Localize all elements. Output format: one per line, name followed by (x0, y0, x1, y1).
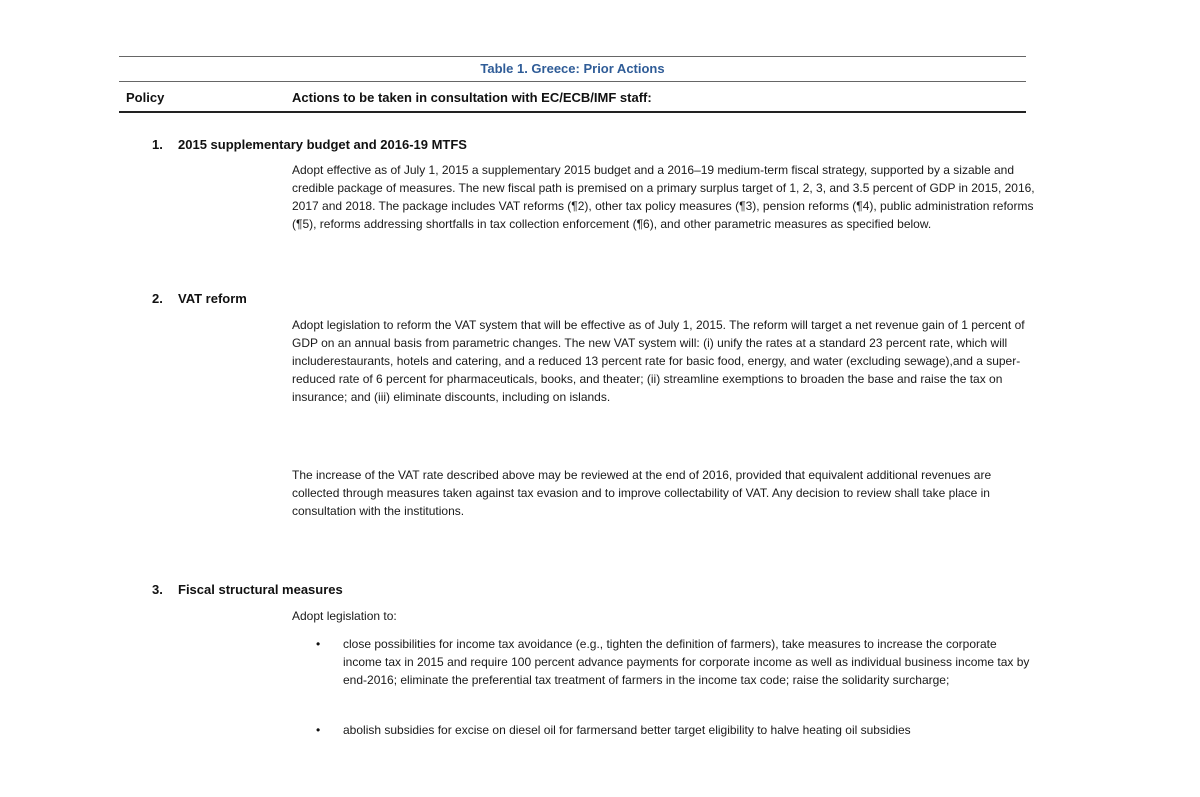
section-2-number: 2. (152, 291, 163, 306)
table-title: Table 1. Greece: Prior Actions (480, 61, 665, 76)
section-1-number: 1. (152, 137, 163, 152)
table-top-rule (119, 56, 1026, 57)
section-2-paragraph-2: The increase of the VAT rate described above may be reviewed at the end of 2016, provided that equivalent additional revenues are collected through measures taken against tax evasion and to improve collectability of VAT. Any decision to review shall take place in consultation with the institutions. (292, 468, 992, 518)
column-header-policy: Policy (126, 90, 165, 105)
section-1-paragraph: Adopt effective as of July 1, 2015 a supplementary 2015 budget and a 2016–19 medium-term fiscal strategy, supported by a sizable and credible package of measures. The new fiscal path is premised on a primary surplus target of 1, 2, 3, and 3.5 percent of GDP in 2015, 2016, 2017 and 2018. The package includes VAT reforms (¶2), other tax policy measures (¶3), pension reforms (¶4), public administration reforms (¶5), reforms addressing shortfalls in tax collection enforcement (¶6), and other parametric measures as specified below. (292, 163, 1035, 231)
column-header-actions: Actions to be taken in consultation with EC/ECB/IMF staff: (292, 90, 652, 105)
bullet-marker: • (316, 723, 321, 737)
section-3-bullet-2: abolish subsidies for excise on diesel oil for farmersand better target eligibility to halve heating oil subsidies (343, 723, 911, 737)
section-2-title: VAT reform (178, 291, 247, 306)
table-header-rule (119, 81, 1026, 82)
section-3-title: Fiscal structural measures (178, 582, 343, 597)
section-3-bullet-1: close possibilities for income tax avoidance (e.g., tighten the definition of farmers), take measures to increase the corporate income tax in 2015 and require 100 percent advance payments for corporate income as well as individual business income tax by end-2016; eliminate the preferential tax treatment of farmers in the income tax code; raise the solidarity surcharge; (343, 637, 1030, 687)
table-header-bottom-rule (119, 111, 1026, 113)
section-1-title: 2015 supplementary budget and 2016-19 MTFS (178, 137, 467, 152)
section-3-number: 3. (152, 582, 163, 597)
section-2-paragraph-1: Adopt legislation to reform the VAT system that will be effective as of July 1, 2015. The reform will target a net revenue gain of 1 percent of GDP on an annual basis from parametric changes. The new VAT system will: (i) unify the rates at a standard 23 percent rate, which will includerestaurants, hotels and catering, and a reduced 13 percent rate for basic food, energy, and water (excluding sewage),and a super-reduced rate of 6 percent for pharmaceuticals, books, and theater; (ii) streamline exemptions to broaden the base and raise the tax on insurance; and (iii) eliminate discounts, including on islands. (292, 318, 1025, 404)
bullet-marker: • (316, 637, 321, 651)
section-3-intro: Adopt legislation to: (292, 609, 397, 623)
